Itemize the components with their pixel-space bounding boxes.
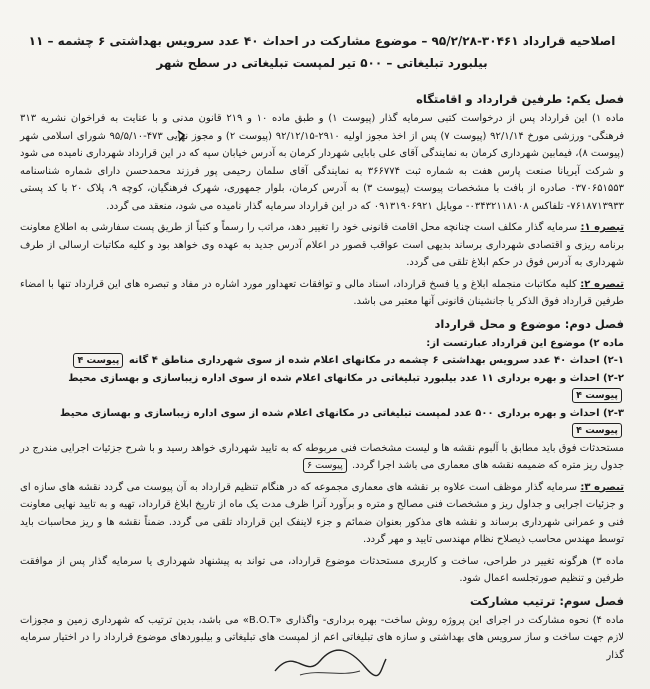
article-3: ماده ۳) هرگونه تغییر در طراحی، ساخت و کاربری مستحدثات موضوع قرارداد، می تواند به پیشنهاد شهرداری یا سرمایه گذار پس از موافقت طرفین و تنظیم صورتجلسه اعمال شود. [20, 555, 624, 584]
signature-icon [270, 641, 390, 681]
article-2-item-3-continued [20, 440, 624, 475]
appendix-tag: پیوست ۶ [303, 458, 347, 473]
item-3-text: ۲-۳) احداث و بهره برداری ۵۰۰ عدد لمپست تبلیغاتی در مکانهای اعلام شده از سوی اداره زیباسازی و بهسازی محیط [60, 407, 624, 419]
item-3-cont-text: مستحدثات فوق باید مطابق با آلبوم نقشه ها و لیست مشخصات فنی مربوطه که به تایید شهرداری خواهد رسید و با شرح جزئیات اجرایی مندرج در جدول ریز متره که ضمیمه نقشه های معماری می باشد اجرا گردد. [20, 442, 624, 471]
note-2-label: تبصره ۲: [580, 278, 624, 290]
note-3 [20, 479, 624, 549]
note-1 [20, 219, 624, 272]
section-3-heading: فصل سوم: ترتیب مشارکت [470, 593, 624, 608]
article-2-item-1 [20, 352, 624, 370]
note-3-label: تبصره ۳: [580, 481, 624, 493]
article-2-item-2 [20, 370, 624, 405]
note-2-text: کلیه مکاتبات منجمله ابلاغ و یا فسخ قرارداد، اسناد مالی و توافقات تعهداور مورد اشاره در مفاد و تبصره های این قرارداد تنها با امضاء طرفین قرارداد فوق الذکر یا جانشینان قانونی آنها معتبر می باشد. [20, 278, 624, 307]
document-title: اصلاحیه قرارداد ۳۰۴۶۱-۹۵/۲/۲۸ – موضوع مشارکت در احداث ۴۰ عدد سرویس بهداشتی ۶ چشمه – ۱۱ بیلبورد تبلیغاتی – ۵۰۰ تیر لمپست تبلیغاتی در سطح شهر [28, 34, 616, 70]
item-1-text: ۲-۱) احداث ۴۰ عدد سرویس بهداشتی ۶ چشمه در مکانهای اعلام شده از سوی شهرداری مناطق ۴ گانه [128, 355, 624, 366]
appendix-tag: پیوست ۴ [73, 353, 123, 368]
section-1-heading: فصل یکم: طرفین قرارداد و اقامتگاه [416, 92, 624, 106]
appendix-tag: پیوست ۴ [572, 388, 622, 403]
article-2-item-3 [20, 405, 624, 440]
pen-mark-icon [176, 130, 186, 142]
article-1: ماده ۱) این قرارداد پس از درخواست کتبی سرمایه گذار (پیوست ۱) و طبق ماده ۱۰ و ۲۱۹ قانون مدنی و با عنایت به فراخوان نشریه ۳۱۳ فرهنگی- ورزشی مورخ ۹۲/۱/۱۴ (پیوست ۷) پس از اخذ مجوز اولیه ۲۹۱۰-۹۲/۱۲/۱۵ (پیوست ۲) و مجوز نهایی ۴۷۳-۹۵/۵/۱۰ شورای اسلامی شهر (پیوست ۸)، فیمابین شهرداری کرمان به نمایندگی آقای علی بابایی شهردار کرمان به آدرس خیابان سپه که در این قرارداد شهرداری نامیده می شود و شرکت آیریانا صنعت پارس هفت به شماره ثبت ۳۶۶۷۷۴ به نمایندگی آقای سلمان رحیمی پور فرزند محمدحسن دارای شماره شناسنامه ۰۳۷۰۶۵۱۵۵۳ صادره از بافت با مشخصات پیوست (پیوست ۳) به آدرس کرمان، بلوار جمهوری، شهرک فرهنگیان، کوچه ۹، پلاک ۲۰ با کد پستی ۷۶۱۸۷۱۳۹۳۳- تلفاکس ۰۳۴۳۲۱۱۸۱۰۸- موبایل ۰۹۱۳۱۹۰۶۹۲۱ که در این قرارداد سرمایه گذار نامیده می شود، منعقد می گردد. [20, 113, 625, 212]
note-1-text: سرمایه گذار مکلف است چنانچه محل اقامت قانونی خود را تغییر دهد، مراتب را رسماً و کتباً از طریق پست سفارشی به اطلاع معاونت برنامه ریزی و اقتصادی شهرداری برساند بدیهی است عواقب قصور در اعلام آدرس جدید به عهده وی خواهد بود و کلیه مکاتبات ارسالی از طرف شهرداری به آدرس فوق در حکم ابلاغ تلقی می گردد. [20, 222, 624, 268]
article-2: ماده ۲) موضوع این قرارداد عبارتست از: [426, 337, 624, 349]
appendix-tag: پیوست ۴ [572, 423, 622, 438]
note-1-label: تبصره ۱: [580, 222, 625, 233]
item-2-text: ۲-۲) احداث و بهره برداری ۱۱ عدد بیلبورد تبلیغاتی در مکانهای اعلام شده از سوی اداره زیباسازی و بهسازی محیط [68, 372, 624, 384]
article-4: ماده ۴) نحوه مشارکت در اجرای این پروژه روش ساخت- بهره برداری- واگذاری «B.O.T» می باشد، بدین ترتیب که شهرداری زمین و مجوزات لازم جهت ساخت و ساز سرویس های بهداشتی و سازه های تبلیغاتی اعم از لمپست های تبلیغاتی و بیلبوردهای موضوع قرارداد را در اختیار سرمایه گذار [20, 614, 624, 661]
section-2-heading: فصل دوم: موضوع و محل قرارداد [434, 316, 624, 331]
note-2 [20, 276, 624, 311]
note-3-text: سرمایه گذار موظف است علاوه بر نقشه های معماری مجموعه که در هنگام تنظیم قرارداد به آن پیوست می گردد نقشه های سازه ای و جزئیات اجرایی و جداول ریز و مشخصات فنی مصالح و متره و برآورد آنرا ظرف مدت یک ماه از تاریخ ابلاغ قرارداد، تهیه و به تایید نهایی معاونت فنی و عمرانی شهرداری برساند و نقشه های مذکور بعنوان ضمائم و جزء لاینفک این قرارداد تلقی می گردد. ضمناً نقشه ها و ریز محاسبات باید توسط مهندس محاسب ذیصلاح نظام مهندسی تایید و مهر گردد. [20, 481, 624, 545]
